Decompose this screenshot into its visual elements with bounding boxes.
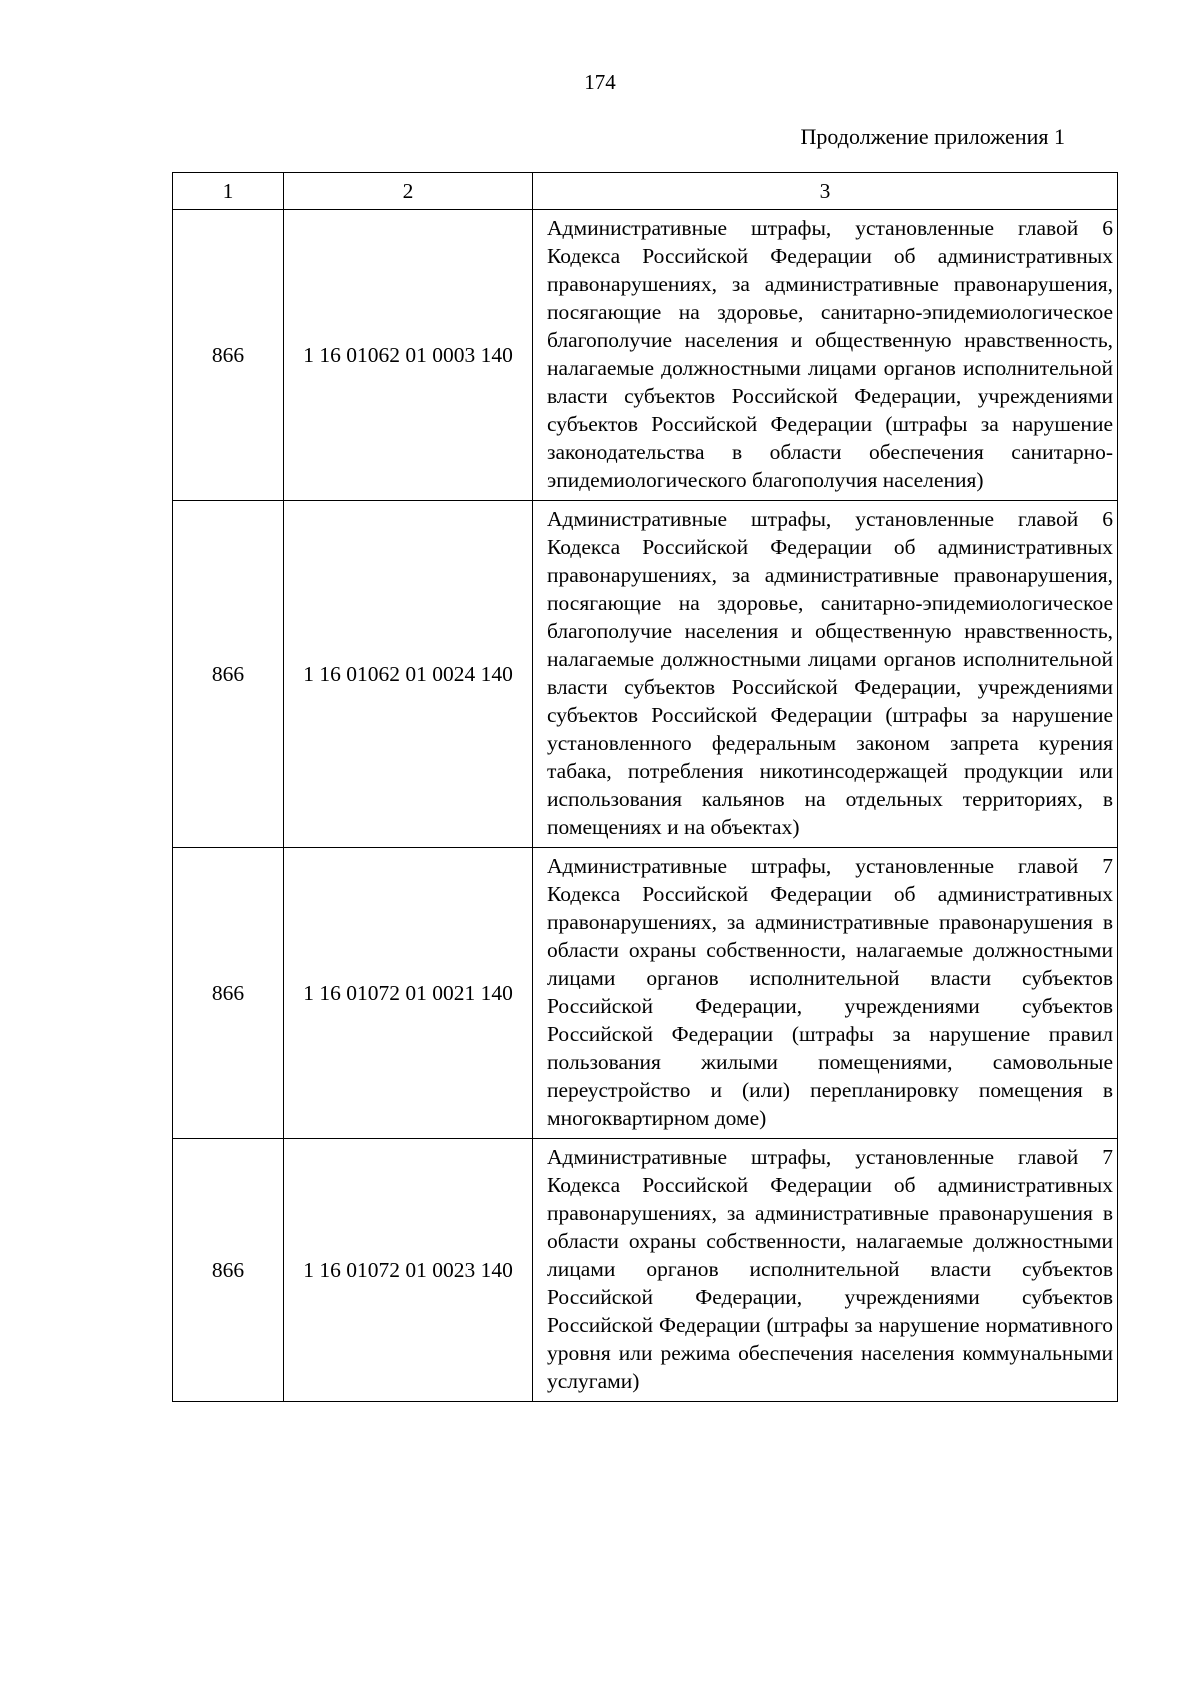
column-header-3: 3 bbox=[533, 173, 1118, 210]
kbk-code-cell: 1 16 01072 01 0023 140 bbox=[284, 1139, 533, 1402]
table-header-row bbox=[173, 173, 1118, 210]
table-row bbox=[173, 848, 1118, 1139]
table-row bbox=[173, 1139, 1118, 1402]
fines-table bbox=[172, 172, 1118, 1402]
page-number: 174 bbox=[584, 70, 616, 94]
kbk-code-cell: 1 16 01062 01 0024 140 bbox=[284, 501, 533, 848]
description-cell bbox=[533, 848, 1118, 1139]
admin-code-cell: 866 bbox=[173, 848, 284, 1139]
table-row bbox=[173, 501, 1118, 848]
kbk-code-cell: 1 16 01062 01 0003 140 bbox=[284, 210, 533, 501]
description-text: Административные штрафы, установленные главой 7 Кодекса Российской Федерации об административных правонарушениях, за административные правонарушения в области охраны собственности, налагаемые должностными лицами органов исполнительной власти субъектов Российской Федерации, учреждениями субъектов Российской Федерации (штрафы за нарушение правил пользования жилыми помещениями, самовольные переустройство и (или) перепланировку помещения в многоквартирном доме) bbox=[547, 854, 1113, 1130]
appendix-note: Продолжение приложения 1 bbox=[800, 124, 1065, 149]
description-text: Административные штрафы, установленные главой 7 Кодекса Российской Федерации об административных правонарушениях, за административные правонарушения в области охраны собственности, налагаемые должностными лицами органов исполнительной власти субъектов Российской Федерации, учреждениями субъектов Российской Федерации (штрафы за нарушение нормативного уровня или режима обеспечения населения коммунальными услугами) bbox=[547, 1145, 1113, 1393]
description-text: Административные штрафы, установленные главой 6 Кодекса Российской Федерации об административных правонарушениях, за административные правонарушения, посягающие на здоровье, санитарно-эпидемиологическое благополучие населения и общественную нравственность, налагаемые должностными лицами органов исполнительной власти субъектов Российской Федерации, учреждениями субъектов Российской Федерации (штрафы за нарушение установленного федеральным законом запрета курения табака, потребления никотинсодержащей продукции или использования кальянов на отдельных территориях, в помещениях и на объектах) bbox=[547, 507, 1113, 839]
admin-code-cell: 866 bbox=[173, 501, 284, 848]
description-cell bbox=[533, 1139, 1118, 1402]
column-header-2: 2 bbox=[284, 173, 533, 210]
description-cell bbox=[533, 501, 1118, 848]
admin-code-cell: 866 bbox=[173, 1139, 284, 1402]
admin-code-cell: 866 bbox=[173, 210, 284, 501]
description-text: Административные штрафы, установленные главой 6 Кодекса Российской Федерации об административных правонарушениях, за административные правонарушения, посягающие на здоровье, санитарно-эпидемиологическое благополучие населения и общественную нравственность, налагаемые должностными лицами органов исполнительной власти субъектов Российской Федерации, учреждениями субъектов Российской Федерации (штрафы за нарушение законодательства в области обеспечения санитарно-эпидемиологического благополучия населения) bbox=[547, 216, 1113, 492]
description-cell bbox=[533, 210, 1118, 501]
column-header-1: 1 bbox=[173, 173, 284, 210]
table-row bbox=[173, 210, 1118, 501]
kbk-code-cell: 1 16 01072 01 0021 140 bbox=[284, 848, 533, 1139]
